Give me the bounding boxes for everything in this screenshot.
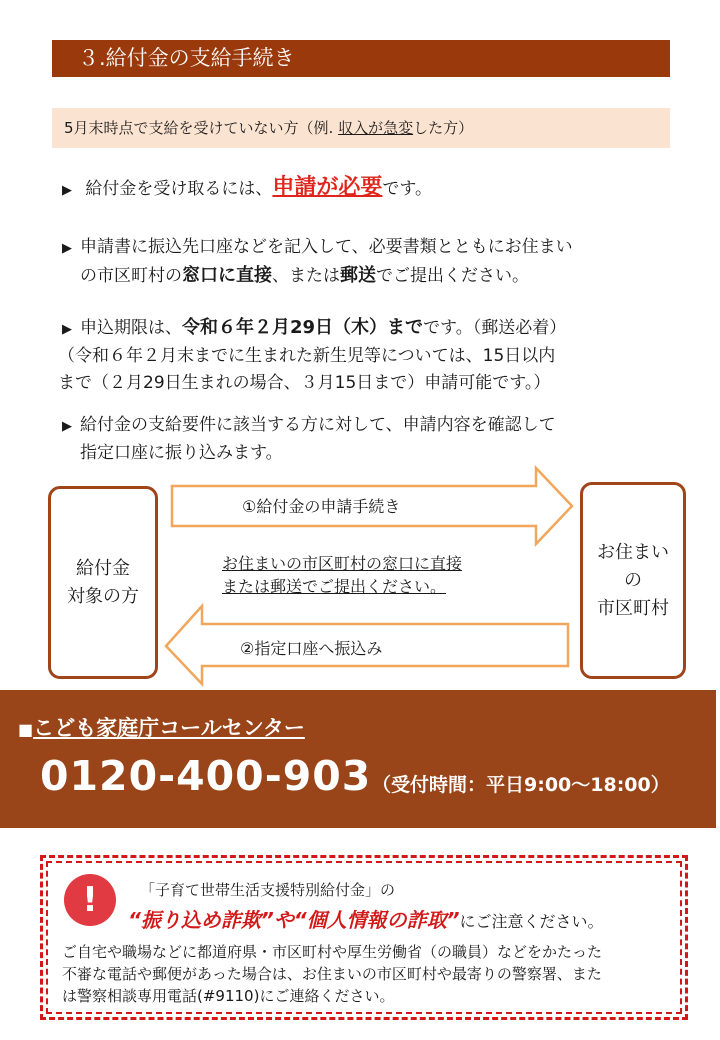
- flow-box-recipient: [48, 486, 158, 679]
- warning-fraud-text: “振り込め詐欺”や“個人情報の詐取”: [128, 908, 460, 932]
- section-title: ３.給付金の支給手続き: [52, 40, 670, 77]
- recipient-line1: 給付金: [76, 557, 130, 579]
- warning-body-line1: ご自宅や職場などに都道府県・市区町村や厚生労働省（の職員）などをかたった: [62, 943, 603, 961]
- bullet1-before: 給付金を受け取るには、: [85, 179, 273, 199]
- warning-line2: [128, 904, 604, 933]
- warning-line1: 「子育て世帯生活支援特別給付金」の: [140, 881, 396, 899]
- bullet-payment: [62, 412, 556, 467]
- center-note-line2: または郵送でご提出ください。: [222, 577, 447, 596]
- arrow-left-label: ②指定口座へ振込み: [240, 639, 383, 658]
- bullet3-line3: まで（２月29日生まれの場合、３月15日まで）申請可能です。）: [58, 373, 551, 393]
- bullet3-a: 申込期限は、: [80, 318, 182, 338]
- bullet4-line1: 給付金の支給要件に該当する方に対して、申請内容を確認して: [80, 415, 556, 435]
- warning-body: [62, 941, 672, 1007]
- bullet4-line2: 指定口座に振り込みます。: [80, 443, 283, 463]
- recipient-line2: 対象の方: [67, 585, 139, 607]
- warning-body-line3: は警察相談専用電話(#9110)にご連絡ください。: [62, 987, 395, 1005]
- call-center-title: [18, 712, 305, 742]
- bullet2-mail-emphasis: 郵送: [340, 265, 376, 286]
- bullet3-deadline-date: 令和６年２月29日（木）まで: [182, 317, 424, 338]
- subtitle-text-after: した方）: [413, 119, 474, 137]
- bullet2-line2-e: でご提出ください。: [376, 266, 529, 286]
- bullet-apply-required: [62, 174, 432, 204]
- municipality-line3: 市区町村: [597, 597, 669, 619]
- bullet-submission: [62, 234, 573, 290]
- square-bullet-icon: ■: [18, 720, 34, 739]
- bullet2-line2-c: 、または: [272, 266, 340, 286]
- bullet1-emphasis: 申請が必要: [272, 175, 383, 200]
- warning-line2-after: にご注意ください。: [459, 912, 604, 931]
- exclamation-icon: !: [64, 874, 116, 926]
- bullet2-counter-emphasis: 窓口に直接: [182, 265, 272, 286]
- municipality-line1: お住まい: [597, 541, 669, 563]
- flow-box-municipality: [580, 482, 686, 679]
- bullet2-line2-a: の市区町村の: [80, 266, 182, 286]
- municipality-line2: の: [624, 569, 642, 591]
- subtitle-underlined: 収入が急変: [338, 119, 414, 137]
- bullet3-line2: （令和６年２月末までに生まれた新生児等については、15日以内: [58, 346, 556, 366]
- bullet-deadline: [58, 314, 566, 397]
- triangle-bullet-icon: ▶: [62, 419, 72, 434]
- call-center-name: こども家庭庁コールセンター: [33, 716, 305, 740]
- triangle-bullet-icon: ▶: [62, 183, 72, 198]
- bullet2-line1: 申請書に振込先口座などを記入して、必要書類とともにお住まい: [80, 237, 573, 257]
- subtitle-text-before: 5月末時点で支給を受けていない方（例.: [64, 119, 339, 137]
- subtitle-bar: [52, 108, 670, 148]
- center-note-line1: お住まいの市区町村の窓口に直接: [222, 554, 463, 573]
- bullet3-c: です。（郵送必着）: [423, 318, 567, 338]
- triangle-bullet-icon: ▶: [62, 241, 72, 256]
- call-center-hours: （受付時間：平日9:00〜18:00）: [372, 774, 670, 796]
- bullet1-after: です。: [382, 179, 433, 199]
- arrow-right-label: ①給付金の申請手続き: [242, 497, 401, 516]
- call-center-number[interactable]: 0120-400-903: [40, 752, 372, 800]
- flow-center-note: [222, 552, 522, 598]
- triangle-bullet-icon: ▶: [62, 322, 72, 337]
- warning-body-line2: 不審な電話や郵便があった場合は、お住まいの市区町村や最寄りの警察署、また: [62, 965, 602, 983]
